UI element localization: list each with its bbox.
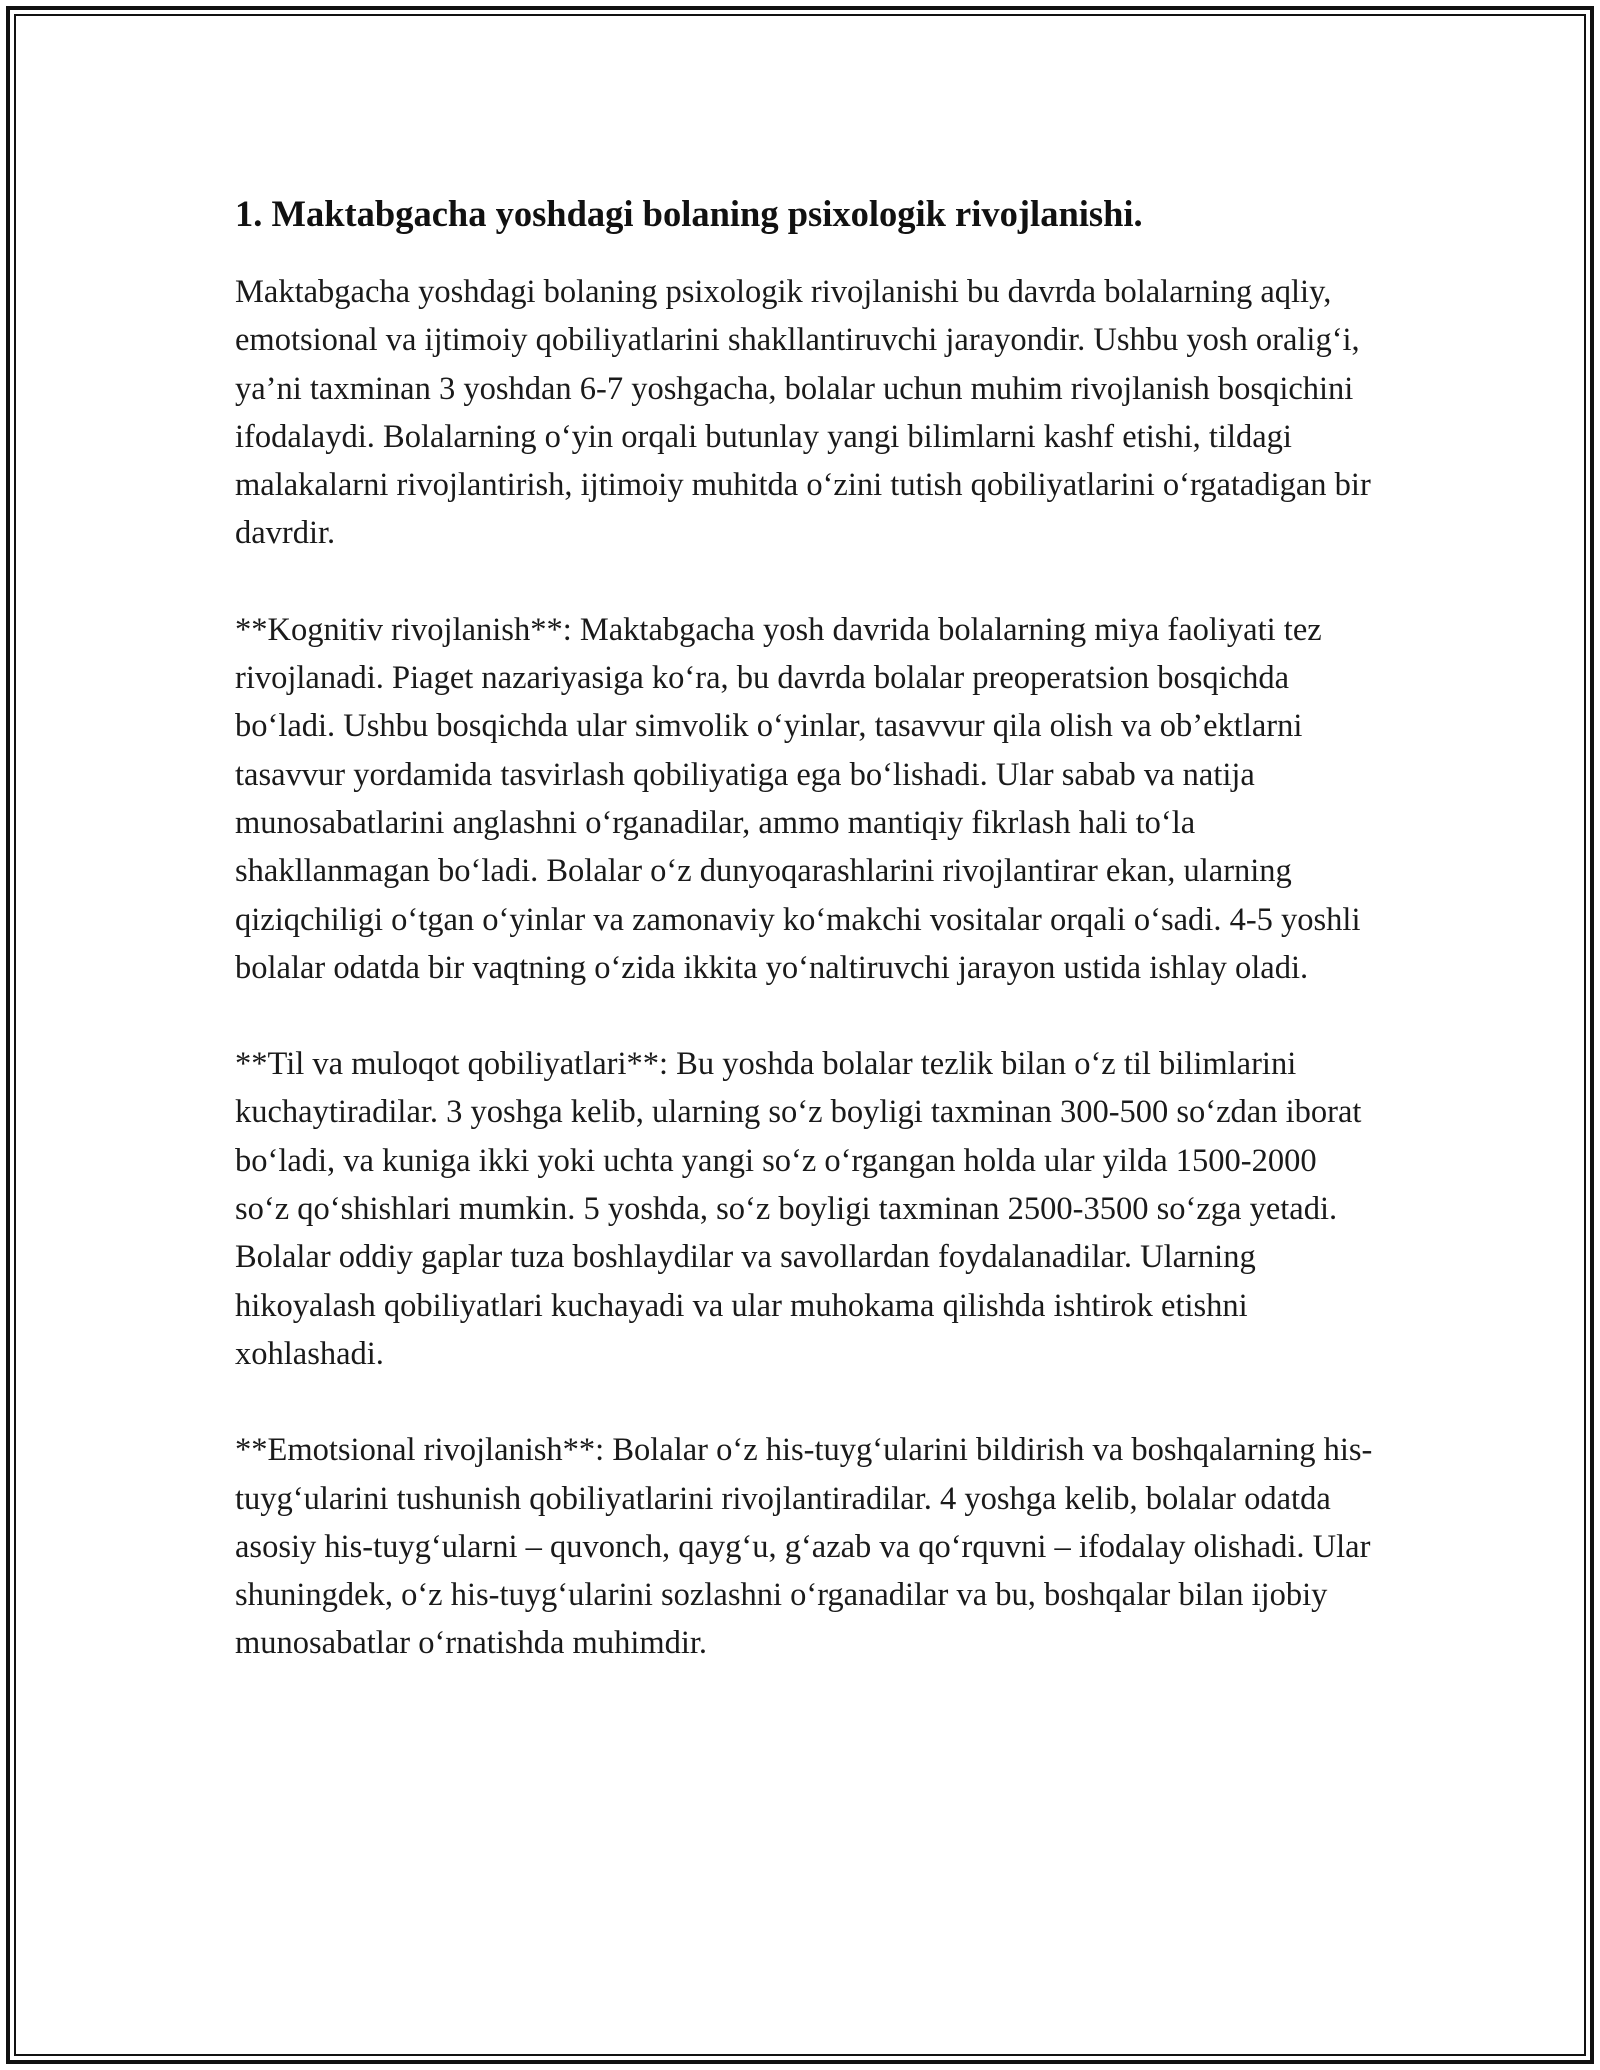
- paragraph-language-communication: **Til va muloqot qobiliyatlari**: Bu yoshda bolalar tezlik bilan o‘z til bilimlarini kuchaytiradilar. 3 yoshga kelib, ularning so‘z boyligi taxminan 300-500 so‘zdan iborat bo‘ladi, va kuniga ikki yoki uchta yangi so‘z o‘rgangan holda ular yilda 1500-2000 so‘z qo‘shishlari mumkin. 5 yoshda, so‘z boyligi taxminan 2500-3500 so‘zga yetadi. Bolalar oddiy gaplar tuza boshlaydilar va savollardan foydalanadilar. Ularning hikoyalash qobiliyatlari kuchayadi va ular muhokama qilishda ishtirok etishni xohlashadi.: [235, 1046, 1362, 1372]
- document-body: [235, 188, 1375, 1716]
- paragraph-cognitive-development: **Kognitiv rivojlanish**: Maktabgacha yosh davrida bolalarning miya faoliyati tez rivojlanadi. Piaget nazariyasiga ko‘ra, bu davrda bolalar preoperatsion bosqichda bo‘ladi. Ushbu bosqichda ular simvolik o‘yinlar, tasavvur qila olish va ob’ektlarni tasavvur yordamida tasvirlash qobiliyatiga ega bo‘lishadi. Ular sabab va natija munosabatlarini anglashni o‘rganadilar, ammo mantiqiy fikrlash hali to‘la shakllanmagan bo‘ladi. Bolalar o‘z dunyoqarashlarini rivojlantirar ekan, ularning qiziqchiligi o‘tgan o‘yinlar va zamonaviy ko‘makchi vositalar orqali o‘sadi. 4-5 yoshli bolalar odatda bir vaqtning o‘zida ikkita yo‘naltiruvchi jarayon ustida ishlay oladi.: [235, 611, 1361, 986]
- paragraph-emotional-development: **Emotsional rivojlanish**: Bolalar o‘z his-tuyg‘ularini bildirish va boshqalarning his-tuyg‘ularini tushunish qobiliyatlarini rivojlantiradilar. 4 yoshga kelib, bolalar odatda asosiy his-tuyg‘ularni – quvonch, qayg‘u, g‘azab va qo‘rquvni – ifodalay olishadi. Ular shuningdek, o‘z his-tuyg‘ularini sozlashni o‘rganadilar va bu, boshqalar bilan ijobiy munosabatlar o‘rnatishda muhimdir.: [235, 1432, 1373, 1662]
- paragraph-intro: Maktabgacha yoshdagi bolaning psixologik rivojlanishi bu davrda bolalarning aqliy, emotsional va ijtimoiy qobiliyatlarini shakllantiruvchi jarayondir. Ushbu yosh oralig‘i, ya’ni taxminan 3 yoshdan 6-7 yoshgacha, bolalar uchun muhim rivojlanish bosqichini ifodalaydi. Bolalarning o‘yin orqali butunlay yangi bilimlarni kashf etishi, tildagi malakalarni rivojlantirish, ijtimoiy muhitda o‘zini tutish qobiliyatlarini o‘rgatadigan bir davrdir.: [235, 274, 1371, 552]
- section-heading: 1. Maktabgacha yoshdagi bolaning psixologik rivojlanishi.: [235, 193, 1143, 234]
